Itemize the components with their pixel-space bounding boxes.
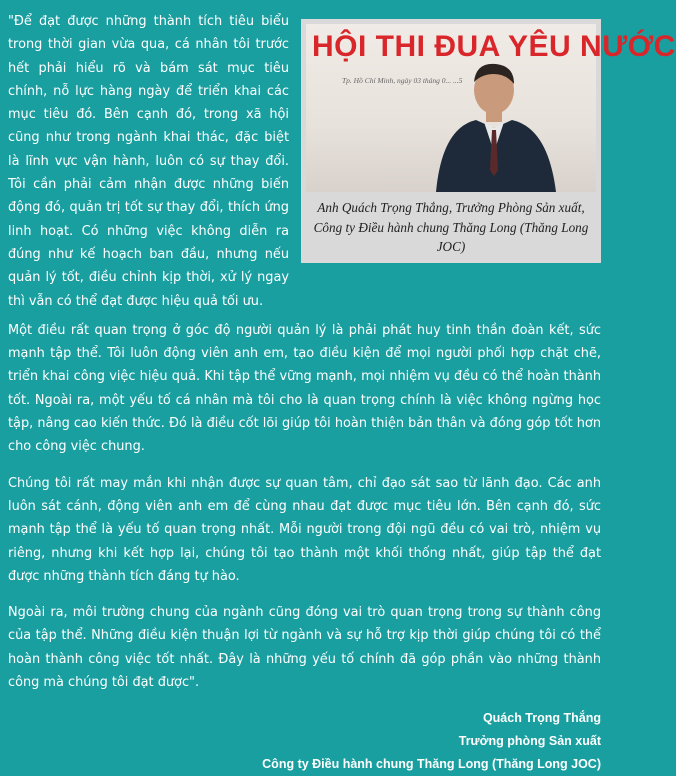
body-paragraph: Ngoài ra, môi trường chung của ngành cũng đóng vai trò quan trọng trong sự thành công của tập thể. Những điều kiện thuận lợi từ ngành và sự hỗ trợ kịp thời giúp chúng tôi có thể hoàn thành công việc tốt nhất. Đây là những yếu tố chính đã góp phần vào những thành công mà chúng tôi đạt được". bbox=[8, 605, 601, 691]
portrait-photo bbox=[306, 24, 676, 192]
intro-section bbox=[8, 10, 676, 313]
photo-caption: Anh Quách Trọng Thắng, Trưởng Phòng Sản xuất, Công ty Điều hành chung Thăng Long (Thăng Long JOC) bbox=[313, 200, 589, 254]
photo-banner-text: HỘI THI ĐUA YÊU NƯỚC bbox=[312, 30, 676, 63]
photo-figure bbox=[301, 19, 676, 263]
signature-block bbox=[8, 707, 601, 776]
body-paragraph: Một điều rất quan trọng ở góc độ người quản lý là phải phát huy tinh thần đoàn kết, sức mạnh tập thể. Tôi luôn động viên anh em, tạo điều kiện để mọi người phối hợp chặt chẽ, triển khai công việc hiệu quả. Khi tập thể vững mạnh, mọi nhiệm vụ đều có thể hoàn thành tốt. Ngoài ra, một yếu tố cá nhân mà tôi cho là quan trọng chính là việc không ngừng học tập, nâng cao kiến thức. Đó là điều cốt lõi giúp tôi hoàn thiện bản thân và đóng góp tốt hơn cho công việc chung. bbox=[8, 322, 601, 455]
signature-company: Công ty Điều hành chung Thăng Long (Thăng Long JOC) bbox=[262, 757, 601, 772]
signature-title: Trưởng phòng Sản xuất bbox=[458, 734, 601, 749]
signature-name: Quách Trọng Thắng bbox=[482, 711, 601, 726]
person-silhouette bbox=[416, 52, 566, 192]
intro-paragraph: "Để đạt được những thành tích tiêu biểu trong thời gian vừa qua, cá nhân tôi trước hết phải hiểu rõ và bám sát mục tiêu chính, nỗ lực hàng ngày để triển khai các mục tiêu đó. Bên cạnh đó, trong xã hội cũng như trong ngành khai thác, đặc biệt là lĩnh vực vận hành, luôn có sự thay đổi. Tôi cần phải cảm nhận được những biến động đó, quản trị tốt sự thay đổi, thích ứng linh hoạt. Có những việc không diễn ra đúng như kế hoạch ban đầu, nhưng nếu quản lý tốt, điều chỉnh kịp thời, xử lý ngay thì vẫn có thể đạt được hiệu quả tối ưu. bbox=[8, 14, 289, 309]
body-section bbox=[8, 319, 601, 694]
photo-banner-subtext: Tp. Hồ Chí Minh, ngày 03 tháng 0... ...5 bbox=[342, 76, 463, 85]
body-paragraph: Chúng tôi rất may mắn khi nhận được sự quan tâm, chỉ đạo sát sao từ lãnh đạo. Các anh luôn sát cánh, động viên anh em để cùng nhau đạt được mục tiêu lớn. Bên cạnh đó, sức mạnh tập thể là yếu tố quan trọng nhất. Mỗi người trong đội ngũ đều có vai trò, nhiệm vụ riêng, nhưng khi kết hợp lại, chúng tôi tạo thành một khối thống nhất, giúp tập thể đạt được những thành tích đáng tự hào. bbox=[8, 475, 601, 584]
